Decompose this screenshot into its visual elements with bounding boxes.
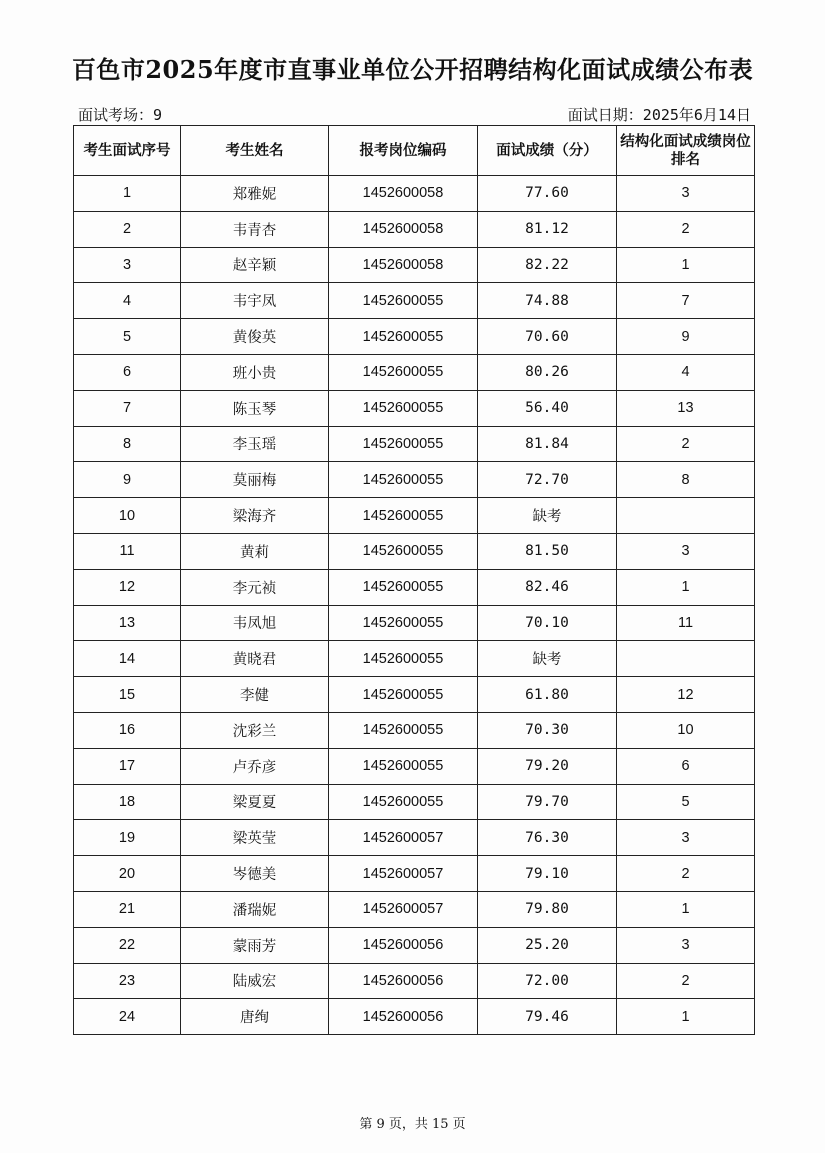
header-seq: 考生面试序号 bbox=[74, 126, 181, 176]
table-row bbox=[74, 498, 755, 534]
cell-position-code: 1452600058 bbox=[329, 247, 478, 283]
cell-seq: 5 bbox=[74, 319, 181, 355]
cell-position-code: 1452600055 bbox=[329, 784, 478, 820]
header-name: 考生姓名 bbox=[181, 126, 329, 176]
cell-position-code: 1452600055 bbox=[329, 605, 478, 641]
table-row bbox=[74, 426, 755, 462]
cell-seq: 7 bbox=[74, 390, 181, 426]
cell-name: 陆威宏 bbox=[181, 963, 329, 999]
cell-position-code: 1452600058 bbox=[329, 211, 478, 247]
cell-rank: 3 bbox=[617, 927, 755, 963]
table-row bbox=[74, 856, 755, 892]
cell-name: 岑德美 bbox=[181, 856, 329, 892]
cell-seq: 1 bbox=[74, 176, 181, 212]
cell-position-code: 1452600055 bbox=[329, 283, 478, 319]
cell-name: 唐绚 bbox=[181, 999, 329, 1035]
table-row bbox=[74, 605, 755, 641]
cell-name: 梁海齐 bbox=[181, 498, 329, 534]
cell-seq: 13 bbox=[74, 605, 181, 641]
cell-name: 梁夏夏 bbox=[181, 784, 329, 820]
cell-name: 李玉瑶 bbox=[181, 426, 329, 462]
header-position-code: 报考岗位编码 bbox=[329, 126, 478, 176]
cell-position-code: 1452600057 bbox=[329, 820, 478, 856]
cell-position-code: 1452600055 bbox=[329, 426, 478, 462]
document-title: 百色市2025年度市直事业单位公开招聘结构化面试成绩公布表 bbox=[71, 55, 754, 84]
cell-score: 缺考 bbox=[478, 641, 617, 677]
cell-score: 74.88 bbox=[478, 283, 617, 319]
cell-rank: 12 bbox=[617, 677, 755, 713]
cell-score: 72.70 bbox=[478, 462, 617, 498]
table-row bbox=[74, 641, 755, 677]
cell-seq: 6 bbox=[74, 354, 181, 390]
cell-name: 沈彩兰 bbox=[181, 712, 329, 748]
cell-name: 莫丽梅 bbox=[181, 462, 329, 498]
cell-score: 82.46 bbox=[478, 569, 617, 605]
cell-rank: 2 bbox=[617, 426, 755, 462]
cell-rank: 1 bbox=[617, 999, 755, 1035]
table-body bbox=[74, 176, 755, 1035]
cell-name: 赵辛颖 bbox=[181, 247, 329, 283]
cell-score: 72.00 bbox=[478, 963, 617, 999]
cell-name: 陈玉琴 bbox=[181, 390, 329, 426]
cell-rank: 2 bbox=[617, 856, 755, 892]
cell-position-code: 1452600055 bbox=[329, 498, 478, 534]
cell-seq: 10 bbox=[74, 498, 181, 534]
cell-rank: 13 bbox=[617, 390, 755, 426]
cell-name: 黄俊英 bbox=[181, 319, 329, 355]
cell-seq: 21 bbox=[74, 891, 181, 927]
cell-score: 81.50 bbox=[478, 533, 617, 569]
cell-score: 79.46 bbox=[478, 999, 617, 1035]
cell-position-code: 1452600057 bbox=[329, 856, 478, 892]
cell-seq: 20 bbox=[74, 856, 181, 892]
table-row bbox=[74, 784, 755, 820]
cell-name: 黄晓君 bbox=[181, 641, 329, 677]
cell-name: 潘瑞妮 bbox=[181, 891, 329, 927]
cell-position-code: 1452600055 bbox=[329, 319, 478, 355]
cell-seq: 11 bbox=[74, 533, 181, 569]
cell-name: 班小贵 bbox=[181, 354, 329, 390]
table-row bbox=[74, 712, 755, 748]
cell-position-code: 1452600055 bbox=[329, 533, 478, 569]
cell-position-code: 1452600055 bbox=[329, 712, 478, 748]
cell-seq: 2 bbox=[74, 211, 181, 247]
cell-score: 25.20 bbox=[478, 927, 617, 963]
cell-rank: 5 bbox=[617, 784, 755, 820]
exam-room: 面试考场：9 bbox=[78, 106, 163, 124]
table-row bbox=[74, 999, 755, 1035]
cell-score: 56.40 bbox=[478, 390, 617, 426]
cell-seq: 22 bbox=[74, 927, 181, 963]
cell-rank: 8 bbox=[617, 462, 755, 498]
table-row bbox=[74, 963, 755, 999]
cell-rank: 1 bbox=[617, 569, 755, 605]
exam-date: 面试日期：2025年6月14日 bbox=[567, 106, 751, 124]
cell-score: 79.10 bbox=[478, 856, 617, 892]
header-rank: 结构化面试成绩岗位排名 bbox=[617, 126, 755, 176]
table-row bbox=[74, 677, 755, 713]
cell-rank: 4 bbox=[617, 354, 755, 390]
cell-rank: 3 bbox=[617, 820, 755, 856]
cell-seq: 9 bbox=[74, 462, 181, 498]
cell-score: 缺考 bbox=[478, 498, 617, 534]
cell-position-code: 1452600056 bbox=[329, 927, 478, 963]
cell-position-code: 1452600056 bbox=[329, 999, 478, 1035]
cell-seq: 14 bbox=[74, 641, 181, 677]
cell-name: 梁英莹 bbox=[181, 820, 329, 856]
cell-name: 黄莉 bbox=[181, 533, 329, 569]
cell-rank: 3 bbox=[617, 176, 755, 212]
table-row bbox=[74, 820, 755, 856]
cell-score: 82.22 bbox=[478, 247, 617, 283]
cell-score: 79.70 bbox=[478, 784, 617, 820]
cell-score: 70.30 bbox=[478, 712, 617, 748]
cell-seq: 8 bbox=[74, 426, 181, 462]
cell-seq: 15 bbox=[74, 677, 181, 713]
cell-rank bbox=[617, 641, 755, 677]
cell-position-code: 1452600056 bbox=[329, 963, 478, 999]
table-row bbox=[74, 319, 755, 355]
table-row bbox=[74, 211, 755, 247]
cell-rank: 11 bbox=[617, 605, 755, 641]
cell-score: 81.84 bbox=[478, 426, 617, 462]
cell-score: 79.20 bbox=[478, 748, 617, 784]
cell-rank: 2 bbox=[617, 963, 755, 999]
cell-position-code: 1452600055 bbox=[329, 462, 478, 498]
cell-seq: 16 bbox=[74, 712, 181, 748]
cell-position-code: 1452600055 bbox=[329, 641, 478, 677]
table-row bbox=[74, 354, 755, 390]
cell-seq: 17 bbox=[74, 748, 181, 784]
table-row bbox=[74, 569, 755, 605]
cell-position-code: 1452600057 bbox=[329, 891, 478, 927]
table-row bbox=[74, 533, 755, 569]
table-row bbox=[74, 283, 755, 319]
cell-seq: 3 bbox=[74, 247, 181, 283]
cell-score: 79.80 bbox=[478, 891, 617, 927]
cell-seq: 23 bbox=[74, 963, 181, 999]
table-row bbox=[74, 462, 755, 498]
page-footer: 第 9 页，共 15 页 bbox=[359, 1117, 466, 1132]
cell-rank: 9 bbox=[617, 319, 755, 355]
cell-seq: 4 bbox=[74, 283, 181, 319]
cell-rank: 1 bbox=[617, 247, 755, 283]
cell-seq: 24 bbox=[74, 999, 181, 1035]
cell-score: 80.26 bbox=[478, 354, 617, 390]
table-row bbox=[74, 927, 755, 963]
table-header-row bbox=[74, 126, 755, 176]
cell-rank: 2 bbox=[617, 211, 755, 247]
cell-name: 蒙雨芳 bbox=[181, 927, 329, 963]
cell-seq: 19 bbox=[74, 820, 181, 856]
cell-score: 77.60 bbox=[478, 176, 617, 212]
cell-position-code: 1452600055 bbox=[329, 354, 478, 390]
cell-name: 卢乔彦 bbox=[181, 748, 329, 784]
header-score: 面试成绩（分） bbox=[478, 126, 617, 176]
cell-rank: 6 bbox=[617, 748, 755, 784]
cell-position-code: 1452600055 bbox=[329, 569, 478, 605]
cell-rank bbox=[617, 498, 755, 534]
cell-name: 韦青杏 bbox=[181, 211, 329, 247]
cell-name: 郑雅妮 bbox=[181, 176, 329, 212]
cell-rank: 10 bbox=[617, 712, 755, 748]
table-row bbox=[74, 176, 755, 212]
cell-position-code: 1452600055 bbox=[329, 748, 478, 784]
table-row bbox=[74, 390, 755, 426]
cell-rank: 1 bbox=[617, 891, 755, 927]
cell-seq: 18 bbox=[74, 784, 181, 820]
table-row bbox=[74, 247, 755, 283]
cell-rank: 7 bbox=[617, 283, 755, 319]
score-table bbox=[73, 125, 755, 1035]
cell-score: 70.60 bbox=[478, 319, 617, 355]
cell-score: 81.12 bbox=[478, 211, 617, 247]
cell-position-code: 1452600055 bbox=[329, 677, 478, 713]
cell-rank: 3 bbox=[617, 533, 755, 569]
cell-score: 61.80 bbox=[478, 677, 617, 713]
cell-name: 韦宇凤 bbox=[181, 283, 329, 319]
cell-seq: 12 bbox=[74, 569, 181, 605]
cell-name: 韦凤旭 bbox=[181, 605, 329, 641]
cell-name: 李元祯 bbox=[181, 569, 329, 605]
cell-score: 70.10 bbox=[478, 605, 617, 641]
cell-position-code: 1452600058 bbox=[329, 176, 478, 212]
table-row bbox=[74, 748, 755, 784]
table-row bbox=[74, 891, 755, 927]
cell-name: 李健 bbox=[181, 677, 329, 713]
cell-position-code: 1452600055 bbox=[329, 390, 478, 426]
cell-score: 76.30 bbox=[478, 820, 617, 856]
